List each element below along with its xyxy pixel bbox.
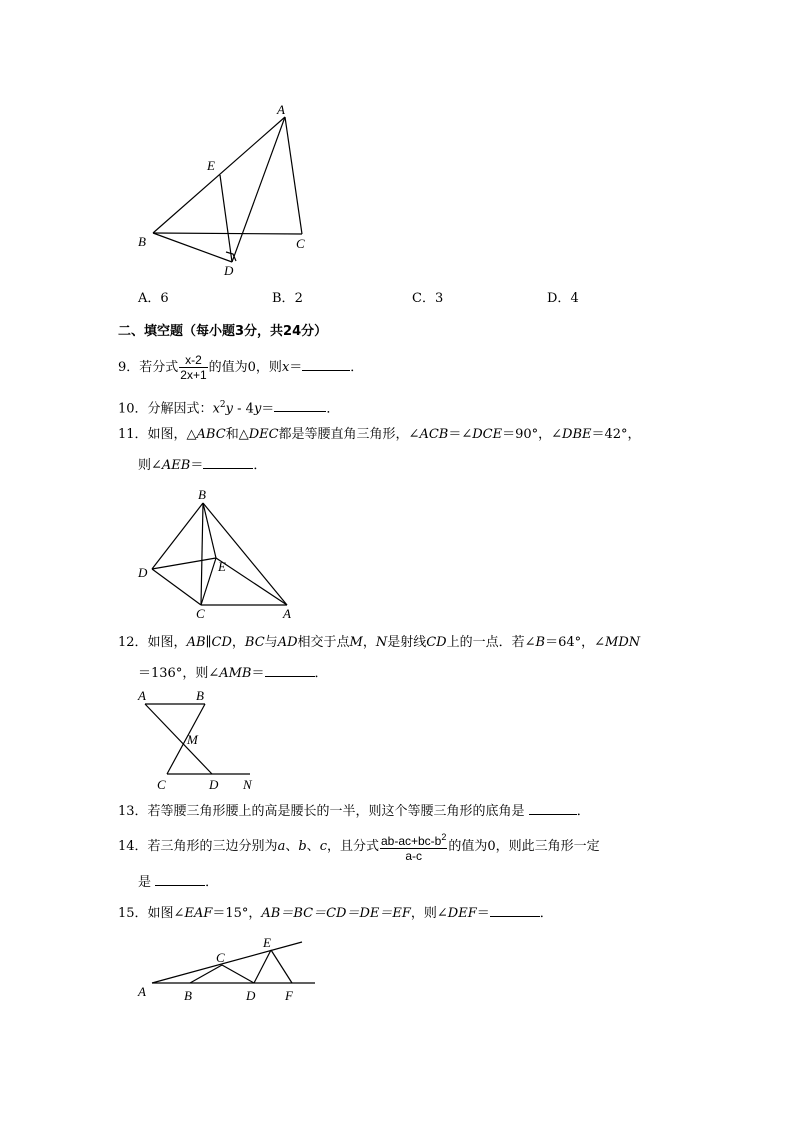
question-14-line1: 14．若三角形的三边分别为a、b、c，且分式 $\frac{ab-ac+bc-b^2}{a-c}$ 的值为0，则此三角形一定 (118, 832, 600, 863)
section-heading: 二、填空题（每小题3分，共24分） (118, 324, 328, 339)
label-C: C (157, 777, 166, 792)
question-15: 15．如图∠EAF＝15°，AB＝BC＝CD＝DE＝EF，则∠DEF＝ ． (118, 906, 553, 921)
question-14-line2: 是 ． (138, 875, 219, 890)
fraction-q9: $\frac{x-2}{2x+1}$ (180, 353, 207, 382)
label-C: C (196, 606, 205, 620)
label-E: E (207, 158, 215, 173)
figure-q15 (130, 930, 330, 1005)
question-12-line2: ＝136°，则∠AMB＝ ． (138, 666, 328, 681)
choice-c[interactable]: C．3 (412, 291, 444, 306)
label-B: B (184, 988, 192, 1003)
label-F: F (285, 988, 293, 1003)
answer-blank-9[interactable] (302, 358, 350, 371)
label-N: N (243, 777, 252, 792)
figure-q8 (130, 95, 330, 280)
question-9: 9．若分式 $\frac{x-2}{2x+1}$ 的值为0，则x＝ ． (118, 353, 364, 382)
label-D: D (224, 263, 234, 278)
question-10: 10．分解因式：$x^2y - 4y=$ ． (118, 400, 340, 417)
answer-blank-10[interactable] (274, 399, 326, 412)
label-B: B (196, 688, 204, 703)
choice-b[interactable]: B．2 (272, 291, 303, 306)
answer-blank-14[interactable] (155, 873, 205, 886)
answer-blank-13[interactable] (529, 802, 577, 815)
label-C: C (216, 950, 225, 965)
label-A: A (138, 688, 146, 703)
question-11-line2: 则∠AEB＝ ． (138, 458, 267, 473)
answer-blank-11[interactable] (203, 456, 253, 469)
fraction-q14: $\frac{ab-ac+bc-b^2}{a-c}$ (380, 832, 447, 863)
figure-q11 (130, 485, 310, 620)
choice-d[interactable]: D．4 (547, 291, 579, 306)
answer-blank-15[interactable] (490, 904, 540, 917)
label-M: M (187, 732, 198, 747)
label-E: E (218, 559, 226, 574)
label-D: D (209, 777, 219, 792)
answer-blank-12[interactable] (265, 664, 315, 677)
label-D: D (138, 565, 148, 580)
label-A: A (138, 984, 146, 999)
label-B: B (138, 234, 146, 249)
label-D: D (246, 988, 256, 1003)
choice-a[interactable]: A．6 (138, 291, 169, 306)
label-A: A (277, 102, 285, 117)
label-E: E (263, 935, 271, 950)
label-B: B (198, 487, 206, 502)
label-A: A (283, 606, 291, 620)
question-11-line1: 11．如图，△ABC和△DEC都是等腰直角三角形，∠ACB＝∠DCE＝90°，∠DBE＝42°， (118, 427, 641, 442)
figure-q12 (130, 685, 270, 795)
label-C: C (296, 236, 305, 251)
question-13: 13．若等腰三角形腰上的高是腰长的一半，则这个等腰三角形的底角是 ． (118, 804, 590, 819)
question-12-line1: 12．如图，AB∥CD，BC与AD相交于点M，N是射线CD上的一点．若∠B＝64°，∠MDN (118, 635, 641, 650)
